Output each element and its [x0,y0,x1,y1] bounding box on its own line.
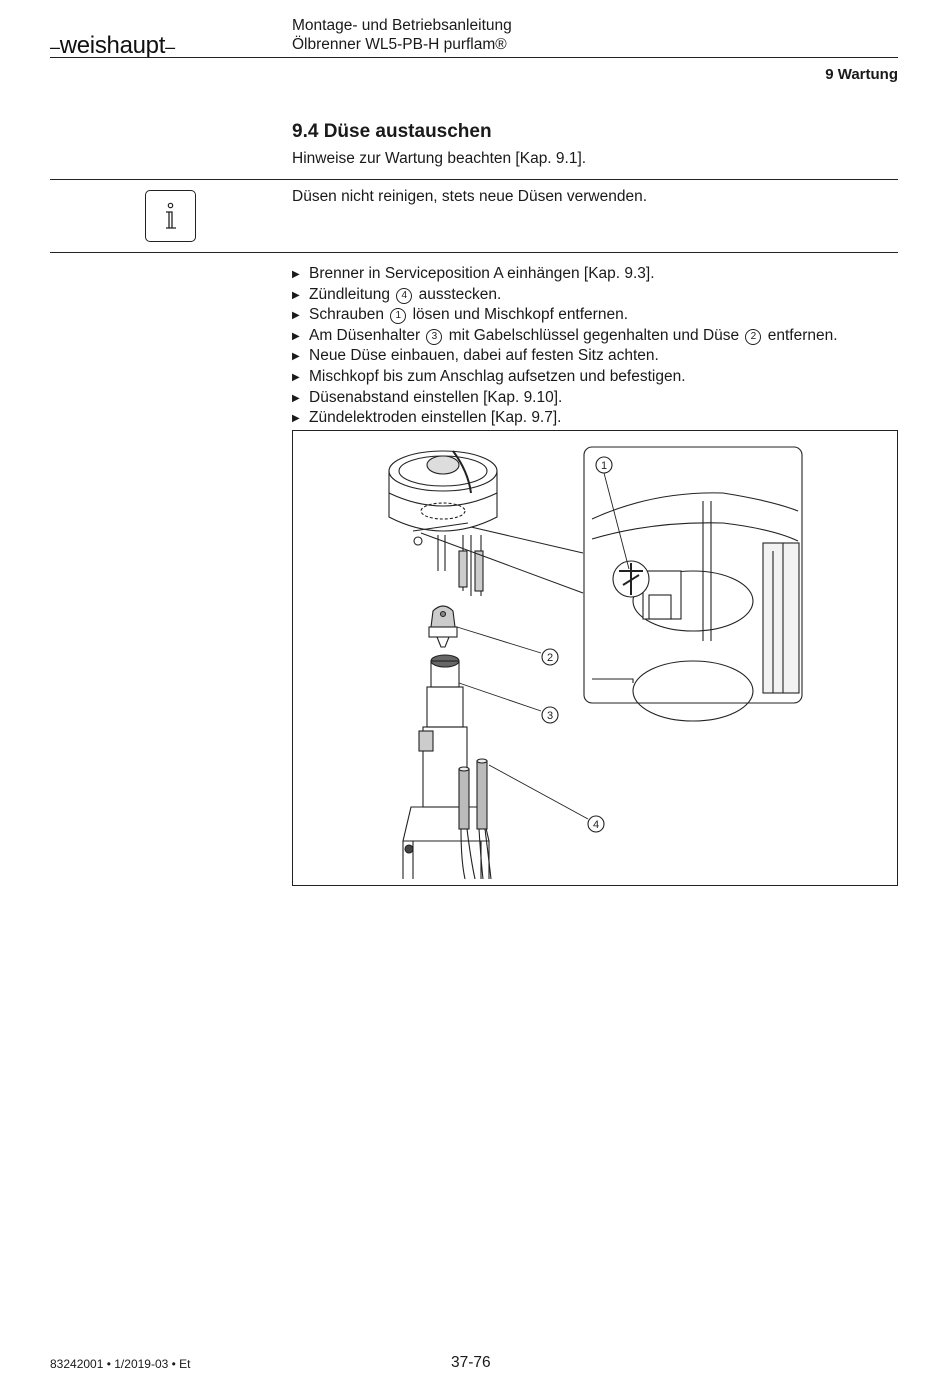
list-item: ▶ Neue Düse einbauen, dabei auf festen Sitz achten. [292,346,838,367]
maintenance-hint: Hinweise zur Wartung beachten [Kap. 9.1]. [292,150,587,167]
burner-illustration [293,431,897,885]
info-top-divider [50,179,898,180]
header-divider [50,57,898,58]
list-item: ▶ Am Düsenhalter 3 mit Gabelschlüssel gegenhalten und Düse 2 entfernen. [292,326,838,347]
info-text: Düsen nicht reinigen, stets neue Düsen verwenden. [292,188,647,205]
list-item: ▶ Brenner in Serviceposition A einhängen [Kap. 9.3]. [292,264,838,285]
list-item: ▶ Mischkopf bis zum Anschlag aufsetzen und befestigen. [292,367,838,388]
bullet-triangle-icon: ▶ [292,413,300,425]
bullet-triangle-icon: ▶ [292,392,300,404]
callout-number: 2 [745,329,761,345]
info-icon [145,190,196,242]
nozzle-drawing [429,606,457,647]
document-title-line2: Ölbrenner WL5-PB-H purflam® [292,36,507,53]
document-number: 83242001 • 1/2019-03 • Et [50,1357,191,1371]
chapter-label: 9 Wartung [825,66,898,83]
callout-number: 1 [390,308,406,324]
callout-number: 3 [426,329,442,345]
detail-inset [584,447,802,721]
list-item: ▶ Düsenabstand einstellen [Kap. 9.10]. [292,388,838,409]
ignition-electrodes-drawing [459,759,491,879]
bullet-triangle-icon: ▶ [292,330,300,342]
list-item: ▶ Zündleitung 4 ausstecken. [292,285,838,306]
bullet-triangle-icon: ▶ [292,289,300,301]
weishaupt-logo: –weishaupt– [50,32,175,59]
page-number: 37-76 [451,1354,491,1371]
callout-3 [542,707,558,723]
bullet-triangle-icon: ▶ [292,371,300,383]
svg-text:2: 2 [546,652,554,664]
nozzle-replacement-figure [292,430,898,886]
callout-1 [596,457,612,473]
svg-text:4: 4 [592,819,600,831]
section-title: 9.4 Düse austauschen [292,121,492,142]
document-title-line1: Montage- und Betriebsanleitung [292,17,512,34]
list-item: ▶ Zündelektroden einstellen [Kap. 9.7]. [292,408,838,429]
step-list [292,264,838,429]
callout-number: 4 [396,288,412,304]
document-title [292,16,512,54]
bullet-triangle-icon: ▶ [292,269,300,280]
callout-2 [542,649,558,665]
callout-4 [588,816,604,832]
svg-text:3: 3 [546,710,554,722]
mixing-head-drawing [389,451,497,596]
bullet-triangle-icon: ▶ [292,351,300,363]
svg-text:1: 1 [600,460,608,472]
info-bottom-divider [50,252,898,253]
list-item: ▶ Schrauben 1 lösen und Mischkopf entfernen. [292,305,838,326]
bullet-triangle-icon: ▶ [292,310,300,322]
